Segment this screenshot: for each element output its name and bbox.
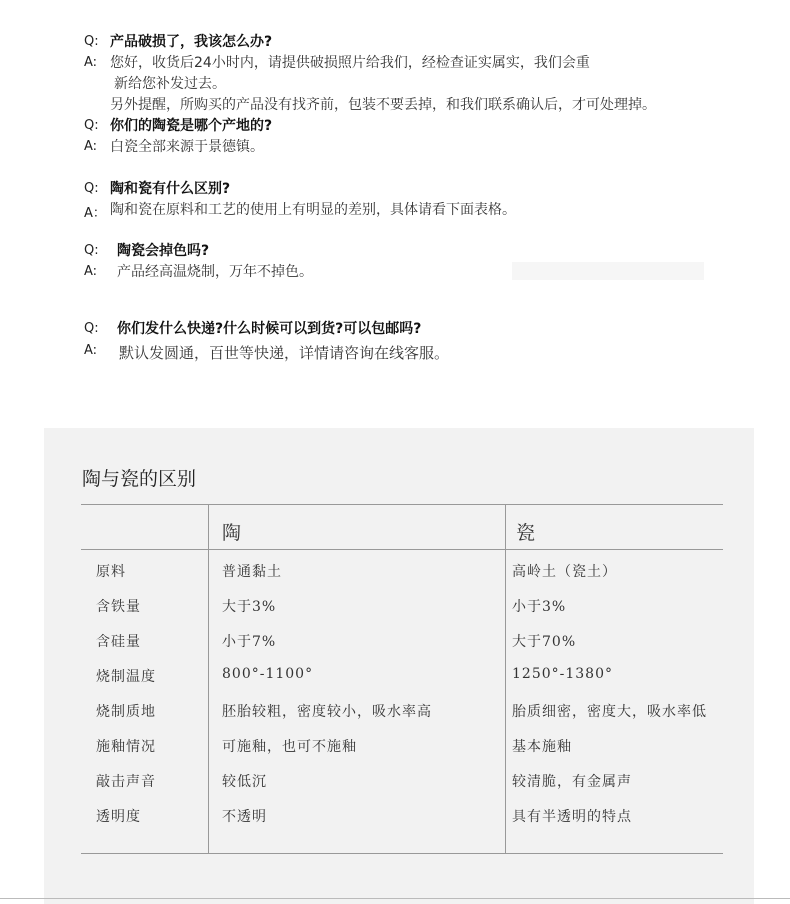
porcelain-value: 较清脆，有金属声 — [512, 774, 632, 790]
q-label: Q: — [84, 321, 99, 336]
page-bottom-rule — [0, 898, 790, 899]
header-porcelain: 瓷 — [516, 522, 537, 544]
answer-line: 另外提醒，所购买的产品没有找齐前，包装不要丢掉，和我们联系确认后，才可处理掉。 — [110, 97, 656, 113]
porcelain-value: 胎质细密，密度大，吸水率低 — [512, 704, 707, 720]
pottery-value: 800°-1100° — [222, 666, 314, 682]
row-label: 施釉情况 — [96, 739, 156, 755]
faint-block — [512, 262, 704, 280]
a-label: A: — [84, 55, 98, 70]
pottery-value: 不透明 — [222, 809, 267, 825]
answer-line: 新给您补发过去。 — [114, 76, 226, 92]
porcelain-value: 基本施釉 — [512, 739, 572, 755]
pottery-value: 小于7% — [222, 634, 277, 650]
porcelain-value: 1250°-1380° — [512, 666, 613, 682]
porcelain-value: 具有半透明的特点 — [512, 809, 632, 825]
pottery-value: 大于3% — [222, 599, 277, 615]
row-label: 透明度 — [96, 809, 141, 825]
question-damaged: 产品破损了，我该怎么办? — [110, 34, 273, 50]
question-shipping: 你们发什么快递?什么时候可以到货?可以包邮吗? — [117, 321, 422, 337]
question-difference: 陶和瓷有什么区别? — [110, 181, 231, 197]
row-label: 烧制质地 — [96, 704, 156, 720]
row-label: 烧制温度 — [96, 669, 156, 685]
a-label: A: — [84, 264, 98, 279]
pottery-value: 胚胎较粗，密度较小，吸水率高 — [222, 704, 432, 720]
q-label: Q: — [84, 118, 99, 133]
question-fading: 陶瓷会掉色吗? — [117, 243, 210, 259]
a-label: A: — [84, 343, 98, 358]
table-column-divider — [505, 504, 506, 854]
comparison-panel — [44, 428, 754, 904]
answer-line: 白瓷全部来源于景德镇。 — [110, 139, 264, 155]
porcelain-value: 小于3% — [512, 599, 567, 615]
table-column-divider — [208, 504, 209, 854]
q-label: Q: — [84, 243, 99, 258]
answer-line: 默认发圆通，百世等快递，详情请咨询在线客服。 — [119, 344, 450, 362]
row-label: 含硅量 — [96, 634, 141, 650]
answer-line: 陶和瓷在原料和工艺的使用上有明显的差别，具体请看下面表格。 — [110, 202, 516, 218]
pottery-value: 较低沉 — [222, 774, 267, 790]
header-pottery: 陶 — [222, 522, 243, 544]
a-label: A: — [84, 139, 98, 154]
porcelain-value: 大于70% — [512, 634, 577, 650]
pottery-value: 可施釉，也可不施釉 — [222, 739, 357, 755]
q-label: Q: — [84, 34, 99, 49]
row-label: 敲击声音 — [96, 774, 156, 790]
a-label: A： — [84, 206, 106, 221]
table-bottom-rule — [81, 853, 723, 854]
answer-line: 您好，收货后24小时内，请提供破损照片给我们，经检查证实属实，我们会重 — [110, 55, 590, 71]
row-label: 原料 — [96, 564, 126, 580]
porcelain-value: 高岭土（瓷土） — [512, 564, 617, 580]
pottery-value: 普通黏土 — [222, 564, 282, 580]
row-label: 含铁量 — [96, 599, 141, 615]
table-header-rule — [81, 549, 723, 550]
answer-line: 产品经高温烧制，万年不掉色。 — [117, 264, 313, 280]
faq-section — [0, 0, 790, 420]
question-origin: 你们的陶瓷是哪个产地的? — [110, 118, 273, 134]
table-title: 陶与瓷的区别 — [82, 468, 197, 490]
table-top-rule — [81, 504, 723, 505]
q-label: Q: — [84, 181, 99, 196]
